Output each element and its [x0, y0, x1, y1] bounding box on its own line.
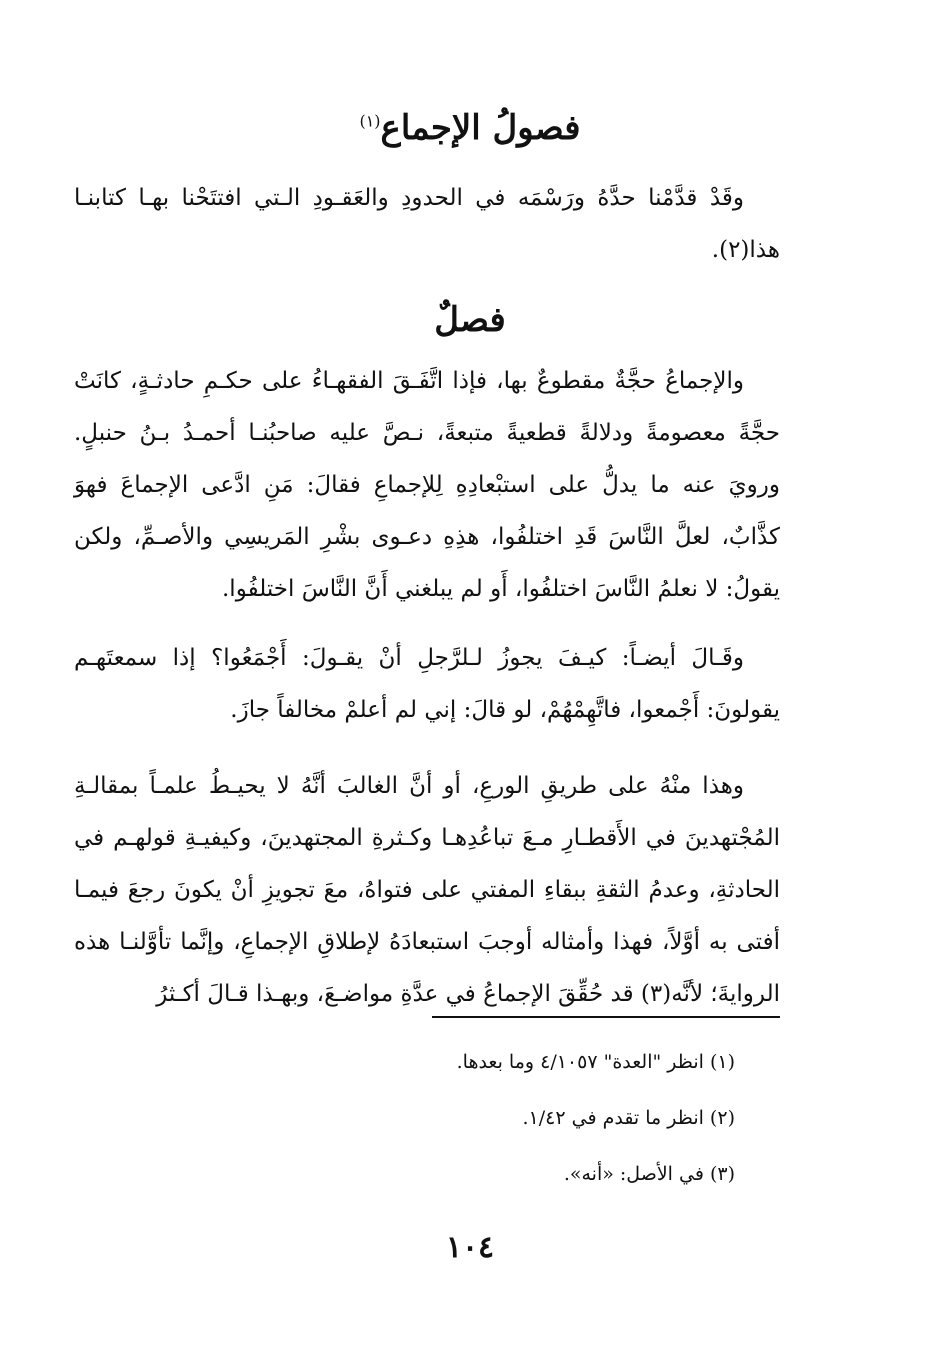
intro-paragraph: وقَدْ قدَّمْنا حدَّهُ ورَسْمَه في الحدودِ والعَقـودِ الـتي افتتَحْنا بهـا كتابنـا هذا(٢). [74, 185, 780, 263]
footnote-divider [432, 1016, 780, 1018]
body-paragraph-1: والإجماعُ حجَّةٌ مقطوعٌ بها، فإذا اتَّفَـقَ الفقهـاءُ على حكـمِ حادثـةٍ، كانَتْ حجَّةً معصومةً ودلالةً قطعيةً متبعةً، نـصَّ عليه صاحبُنـا أحمـدُ بـنُ حنبلٍ. ورويَ عنه ما يدلُّ على استبْعادِهِ لِلإجماعِ فقالَ: مَنِ ادَّعى الإجماعَ فهوَ كذَّابٌ، لعلَّ النَّاسَ قَدِ اختلفُوا، هذِهِ دعـوى بشْرِ المَريسِي والأصـمِّ، ولكن يقولُ: لا نعلمُ النَّاسَ اختلفُوا، أَو لم يبلغني أَنَّ النَّاسَ اختلفُوا. [74, 368, 780, 602]
footnote-1: (١) انظر "العدة" ٤/١٠٥٧ وما بعدها. [456, 1051, 735, 1073]
footnote-3: (٣) في الأصل: «أنه». [563, 1163, 735, 1185]
body-paragraph-2: وقَـالَ أيضـاً: كيـفَ يجوزُ لـلرَّجلِ أنْ يقـولَ: أَجْمَعُوا؟ إذا سمعتَهـم يقولونَ: أَجْمعوا، فاتَّهِمْهُمْ، لو قالَ: إني لم أعلمْ مخالفاً جازَ. [74, 645, 780, 723]
footnotes-list [175, 1034, 735, 1202]
body-paragraph-3: وهذا منْهُ على طريقِ الورعِ، أو أنَّ الغالبَ أنَّهُ لا يحيـطُ علمـاً بمقالـةِ المُجْتهدينَ في الأَقطـارِ مـعَ تباعُدِهـا وكـثرةِ المجتهدينَ، وكيفيـةِ قولهـم في الحادثةِ، وعدمُ الثقةِ ببقاءِ المفتي على فتواهُ، معَ تجويزِ أنْ يكونَ رجعَ فيمـا أفتى به أوَّلاً، فهذا وأمثاله أوجبَ استبعادَهُ لإطلاقِ الإجماعِ، وإنَّما تأوَّلنـا هذه الروايةَ؛ لأنَّه(٣) قد حُقِّقَ الإجماعُ في عدَّةِ مواضـعَ، وبهـذا قـالَ أكـثرُ [74, 773, 780, 1007]
chapter-title [0, 108, 940, 148]
footnote-ref-1: (١) [359, 111, 381, 131]
section-heading: فصلٌ [434, 300, 506, 340]
chapter-title-text: فصولُ الإجماع [380, 108, 581, 148]
page-number: ١٠٤ [445, 1230, 495, 1265]
footnote-2: (٢) انظر ما تقدم في ١/٤٢. [522, 1107, 735, 1129]
